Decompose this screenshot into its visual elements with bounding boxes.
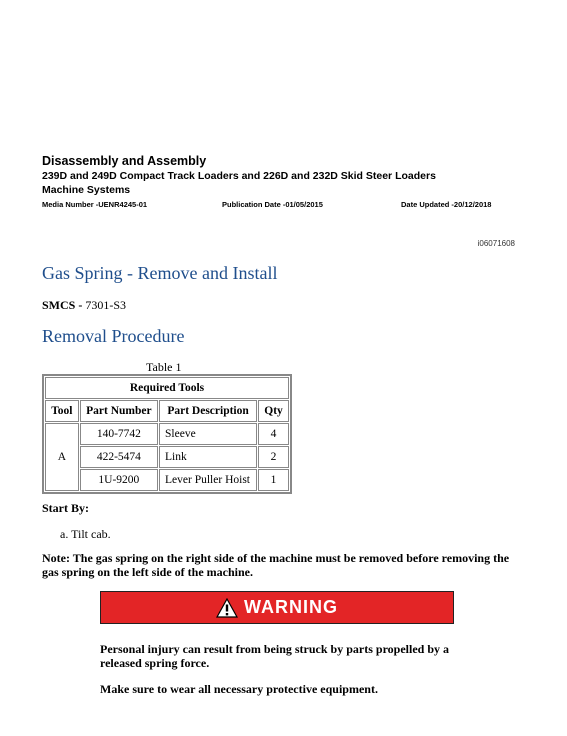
smcs-label: SMCS - [42,298,83,312]
date-updated: Date Updated -20/12/2018 [401,200,492,209]
smcs-code [42,298,126,313]
qty-cell: 1 [258,469,289,491]
required-tools-table [42,374,292,494]
page-title: Gas Spring - Remove and Install [42,263,278,283]
table-title-row [45,377,289,399]
tool-cell: A [45,423,79,491]
part-number-cell: 140-7742 [80,423,158,445]
publication-date: Publication Date -01/05/2015 [222,200,323,209]
table-caption: Table 1 [146,360,182,374]
part-description-cell: Link [159,446,257,468]
column-header: Part Description [159,400,257,422]
document-systems: Machine Systems [42,184,131,196]
warning-triangle-icon [216,598,238,618]
table-row [45,423,289,445]
part-description-cell: Sleeve [159,423,257,445]
note-text: Note: The gas spring on the right side of the machine must be removed before removing the gas spring on the left side of the machine. [42,551,510,579]
part-number-cell: 1U-9200 [80,469,158,491]
part-number-cell: 422-5474 [80,446,158,468]
qty-cell: 4 [258,423,289,445]
media-number: Media Number -UENR4245-01 [42,200,148,209]
table-row [45,446,289,468]
table-header-row [45,400,289,422]
warning-label: WARNING [244,597,338,617]
start-by-step: a. Tilt cab. [60,527,111,541]
warning-instruction: Make sure to wear all necessary protective equipment. [100,682,378,696]
column-header: Part Number [80,400,158,422]
section-title: Removal Procedure [42,326,185,346]
column-header: Tool [45,400,79,422]
column-header: Qty [258,400,289,422]
table-row [45,469,289,491]
warning-banner [100,591,454,624]
table-title: Required Tools [45,377,289,399]
start-by-heading: Start By: [42,501,89,515]
warning-message: Personal injury can result from being struck by parts propelled by a released spring force. [100,642,450,670]
document-models: 239D and 249D Compact Track Loaders and 226D and 232D Skid Steer Loaders [42,170,436,182]
document-id: i06071608 [477,239,515,248]
smcs-value: 7301-S3 [85,298,127,312]
qty-cell: 2 [258,446,289,468]
document-category: Disassembly and Assembly [42,154,207,168]
part-description-cell: Lever Puller Hoist [159,469,257,491]
